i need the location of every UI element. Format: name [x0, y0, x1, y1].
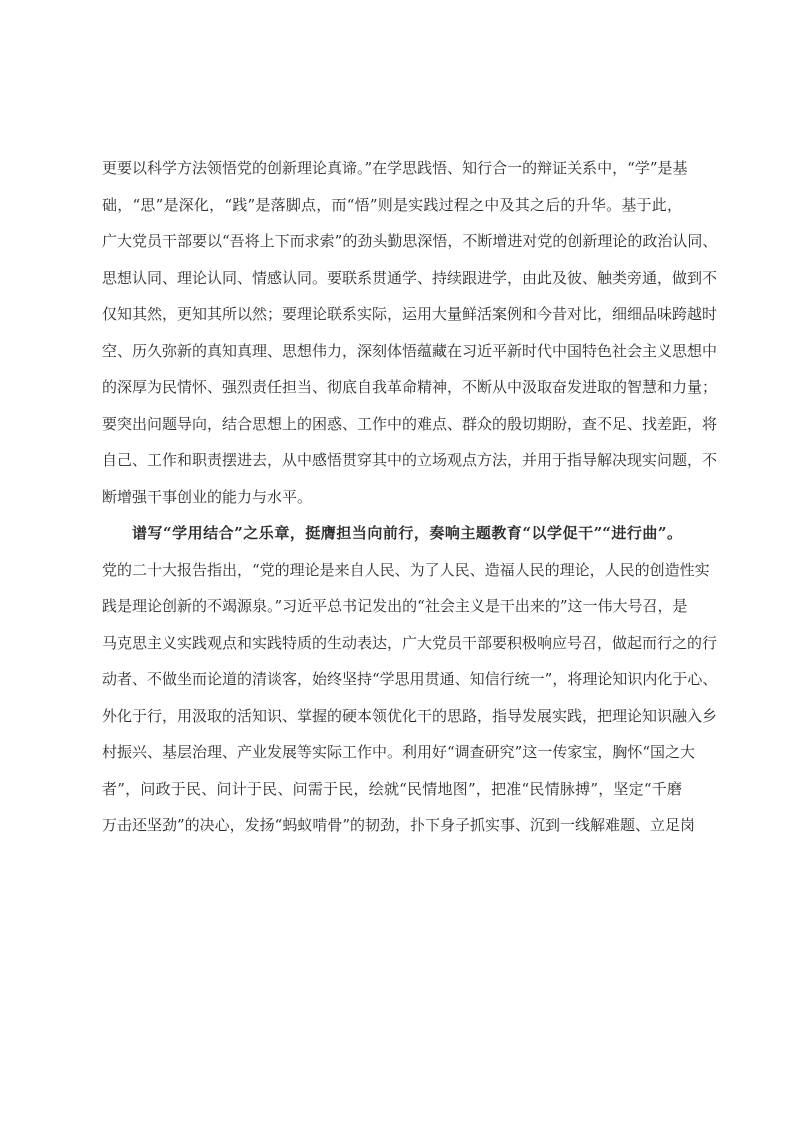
text-line: 践是理论创新的不竭源泉。”习近平总书记发出的“社会主义是干出来的”这一伟大号召，是 [102, 597, 688, 615]
text-line: 广大党员干部要以“吾将上下而求索”的劲头勤思深悟，不断增进对党的创新理论的政治认同、 [102, 232, 718, 250]
text-line: 断增强干事创业的能力与水平。 [102, 487, 313, 506]
section-heading: 谱写“学用结合”之乐章，挺膺担当向前行，奏响主题教育“以学促干”“进行曲”。 [132, 524, 682, 542]
text-line: 马克思主义实践观点和实践特质的生动表达，广大党员干部要积极响应号召，做起而行之的行 [102, 633, 718, 652]
text-line: 更要以科学方法领悟党的创新理论真谛。”在学思践悟、知行合一的辩证关系中，“学”是基 [102, 159, 688, 177]
text-line: 要突出问题导向，结合思想上的困惑、工作中的难点、群众的殷切期盼，查不足、找差距，将 [102, 414, 718, 433]
text-line: 外化于行，用汲取的活知识、掌握的硬本领优化干的思路，指导发展实践，把理论知识融入乡 [102, 706, 718, 725]
text-line: 思想认同、理论认同、情感认同。要联系贯通学、持续跟进学，由此及彼、触类旁通，做到不 [102, 268, 718, 287]
text-line: 党的二十大报告指出，“党的理论是来自人民、为了人民、造福人民的理论，人民的创造性实 [102, 560, 710, 579]
text-line: 动者、不做坐而论道的清谈客，始终坚持“学思用贯通、知信行统一”，将理论知识内化于心、 [102, 670, 718, 688]
text-line: 础，“思”是深化，“践”是落脚点，而“悟”则是实践过程之中及其之后的升华。基于此， [102, 195, 682, 214]
text-line: 自己、工作和职责摆进去，从中感悟贯穿其中的立场观点方法，并用于指导解决现实问题，不 [102, 451, 718, 469]
text-line: 者”，问政于民、问计于民、问需于民，绘就“民情地图”，把准“民情脉搏”，坚定“千磨 [102, 779, 682, 798]
text-line: 空、历久弥新的真知真理、思想伟力，深刻体悟蕴藏在习近平新时代中国特色社会主义思想中 [102, 341, 718, 360]
text-line: 村振兴、基层治理、产业发展等实际工作中。利用好“调查研究”这一传家宝，胸怀“国之大 [102, 743, 696, 761]
text-line: 万击还坚劲”的决心，发扬“蚂蚁啃骨”的韧劲，扑下身子抓实事、沉到一线解难题、立足岗 [102, 816, 696, 834]
text-line: 仅知其然，更知其所以然；要理论联系实际，运用大量鲜活案例和今昔对比，细细品味跨越时 [102, 305, 718, 323]
body-text [102, 150, 718, 844]
text-line: 的深厚为民情怀、强烈责任担当、彻底自我革命精神，不断从中汲取奋发进取的智慧和力量； [102, 378, 718, 396]
